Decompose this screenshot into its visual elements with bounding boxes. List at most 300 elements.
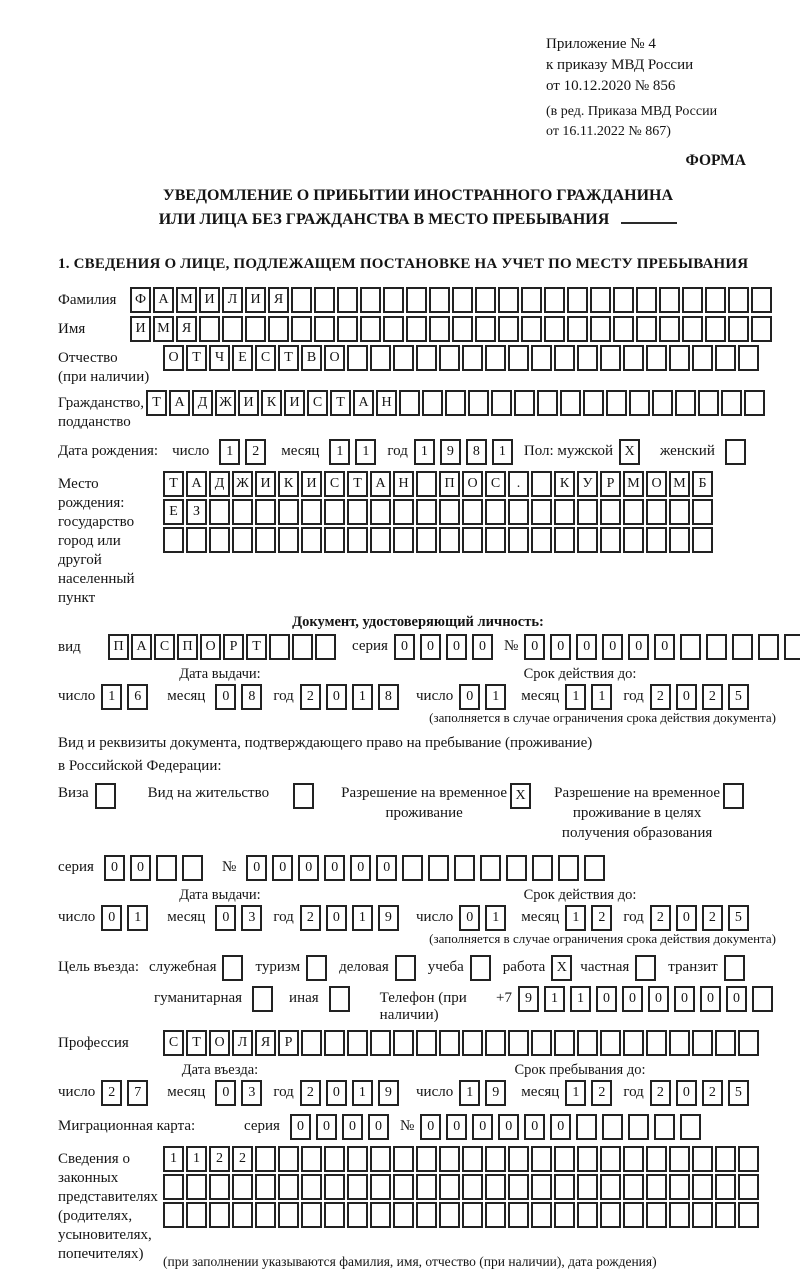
char-cell[interactable]: А xyxy=(131,634,152,660)
char-cell[interactable]: Н xyxy=(376,390,397,416)
char-cell[interactable] xyxy=(669,1030,690,1056)
char-cell[interactable]: 0 xyxy=(726,986,747,1012)
char-cell[interactable]: 2 xyxy=(650,684,671,710)
char-cell[interactable] xyxy=(669,499,690,525)
char-cell[interactable]: 9 xyxy=(378,1080,399,1106)
char-cell[interactable] xyxy=(544,287,565,313)
char-cell[interactable]: И xyxy=(130,316,151,342)
residence-series-cells[interactable] xyxy=(104,855,208,881)
char-cell[interactable] xyxy=(532,855,553,881)
char-cell[interactable]: 0 xyxy=(272,855,293,881)
char-cell[interactable]: А xyxy=(169,390,190,416)
char-cell[interactable] xyxy=(659,316,680,342)
char-cell[interactable]: 2 xyxy=(591,905,612,931)
char-cell[interactable] xyxy=(600,1146,621,1172)
char-cell[interactable] xyxy=(439,1030,460,1056)
char-cell[interactable] xyxy=(416,499,437,525)
purpose-tourism-checkbox[interactable] xyxy=(306,955,329,981)
char-cell[interactable] xyxy=(439,1146,460,1172)
char-cell[interactable]: 0 xyxy=(298,855,319,881)
char-cell[interactable] xyxy=(705,316,726,342)
char-cell[interactable] xyxy=(577,499,598,525)
migration-series-cells[interactable] xyxy=(290,1114,394,1140)
char-cell[interactable]: 2 xyxy=(650,1080,671,1106)
char-cell[interactable] xyxy=(498,287,519,313)
char-cell[interactable]: Д xyxy=(192,390,213,416)
char-cell[interactable] xyxy=(324,1174,345,1200)
char-cell[interactable] xyxy=(554,1202,575,1228)
char-cell[interactable] xyxy=(531,1202,552,1228)
char-cell[interactable] xyxy=(554,1146,575,1172)
purpose-business-checkbox[interactable] xyxy=(395,955,418,981)
char-cell[interactable] xyxy=(600,1202,621,1228)
char-cell[interactable] xyxy=(324,1146,345,1172)
char-cell[interactable] xyxy=(554,527,575,553)
char-cell[interactable] xyxy=(232,527,253,553)
char-cell[interactable] xyxy=(751,316,772,342)
char-cell[interactable] xyxy=(558,855,579,881)
char-cell[interactable] xyxy=(590,287,611,313)
char-cell[interactable] xyxy=(416,1174,437,1200)
char-cell[interactable] xyxy=(406,287,427,313)
char-cell[interactable] xyxy=(462,1174,483,1200)
char-cell[interactable]: А xyxy=(370,471,391,497)
char-cell[interactable]: 2 xyxy=(702,905,723,931)
char-cell[interactable]: Л xyxy=(222,287,243,313)
char-cell[interactable]: 1 xyxy=(219,439,240,465)
residence-valid-year-cells[interactable] xyxy=(650,905,754,931)
char-cell[interactable]: И xyxy=(199,287,220,313)
char-cell[interactable] xyxy=(439,527,460,553)
char-cell[interactable] xyxy=(583,390,604,416)
char-cell[interactable]: 0 xyxy=(420,634,441,660)
char-cell[interactable] xyxy=(784,634,800,660)
char-cell[interactable] xyxy=(163,527,184,553)
name-cells[interactable] xyxy=(130,316,774,342)
char-cell[interactable] xyxy=(291,287,312,313)
char-cell[interactable]: Т xyxy=(330,390,351,416)
char-cell[interactable]: 0 xyxy=(459,684,480,710)
char-cell[interactable] xyxy=(728,287,749,313)
char-cell[interactable]: 0 xyxy=(104,855,125,881)
char-cell[interactable]: 0 xyxy=(326,1080,347,1106)
char-cell[interactable] xyxy=(738,1030,759,1056)
char-cell[interactable] xyxy=(623,527,644,553)
stay-day-cells[interactable] xyxy=(459,1080,511,1106)
char-cell[interactable]: Т xyxy=(163,471,184,497)
char-cell[interactable] xyxy=(692,1146,713,1172)
char-cell[interactable]: 2 xyxy=(702,1080,723,1106)
char-cell[interactable]: 1 xyxy=(485,905,506,931)
char-cell[interactable] xyxy=(347,527,368,553)
char-cell[interactable] xyxy=(636,287,657,313)
char-cell[interactable]: Т xyxy=(186,1030,207,1056)
char-cell[interactable] xyxy=(669,1146,690,1172)
char-cell[interactable]: 3 xyxy=(241,905,262,931)
char-cell[interactable] xyxy=(751,287,772,313)
representatives-cells-row2[interactable] xyxy=(163,1174,761,1200)
char-cell[interactable]: Я xyxy=(268,287,289,313)
char-cell[interactable] xyxy=(758,634,779,660)
char-cell[interactable]: 0 xyxy=(700,986,721,1012)
char-cell[interactable] xyxy=(577,1202,598,1228)
char-cell[interactable]: 0 xyxy=(246,855,267,881)
char-cell[interactable] xyxy=(399,390,420,416)
char-cell[interactable]: 1 xyxy=(591,684,612,710)
char-cell[interactable]: 1 xyxy=(570,986,591,1012)
purpose-work-checkbox[interactable] xyxy=(551,955,574,981)
char-cell[interactable] xyxy=(646,527,667,553)
char-cell[interactable] xyxy=(600,499,621,525)
char-cell[interactable]: М xyxy=(669,471,690,497)
char-cell[interactable] xyxy=(485,499,506,525)
char-cell[interactable] xyxy=(439,499,460,525)
char-cell[interactable]: X xyxy=(619,439,640,465)
char-cell[interactable]: 0 xyxy=(674,986,695,1012)
char-cell[interactable] xyxy=(222,316,243,342)
char-cell[interactable] xyxy=(732,634,753,660)
identity-issue-day-cells[interactable] xyxy=(101,684,153,710)
char-cell[interactable] xyxy=(485,1146,506,1172)
char-cell[interactable] xyxy=(416,527,437,553)
char-cell[interactable] xyxy=(445,390,466,416)
char-cell[interactable] xyxy=(452,287,473,313)
char-cell[interactable] xyxy=(347,1174,368,1200)
char-cell[interactable] xyxy=(738,1174,759,1200)
char-cell[interactable] xyxy=(416,345,437,371)
char-cell[interactable] xyxy=(629,390,650,416)
representatives-cells-row3[interactable] xyxy=(163,1202,761,1228)
char-cell[interactable]: Я xyxy=(176,316,197,342)
char-cell[interactable]: 0 xyxy=(648,986,669,1012)
char-cell[interactable] xyxy=(646,499,667,525)
char-cell[interactable] xyxy=(725,439,746,465)
char-cell[interactable] xyxy=(462,1146,483,1172)
purpose-study-checkbox[interactable] xyxy=(470,955,493,981)
char-cell[interactable]: В xyxy=(301,345,322,371)
char-cell[interactable] xyxy=(416,471,437,497)
char-cell[interactable] xyxy=(255,527,276,553)
char-cell[interactable]: Н xyxy=(393,471,414,497)
char-cell[interactable] xyxy=(554,499,575,525)
char-cell[interactable] xyxy=(508,1030,529,1056)
char-cell[interactable]: 0 xyxy=(324,855,345,881)
char-cell[interactable] xyxy=(278,1202,299,1228)
char-cell[interactable] xyxy=(468,390,489,416)
char-cell[interactable] xyxy=(393,345,414,371)
char-cell[interactable]: К xyxy=(278,471,299,497)
char-cell[interactable] xyxy=(508,1174,529,1200)
residence-valid-month-cells[interactable] xyxy=(565,905,617,931)
char-cell[interactable]: 1 xyxy=(329,439,350,465)
char-cell[interactable] xyxy=(728,316,749,342)
entry-day-cells[interactable] xyxy=(101,1080,153,1106)
char-cell[interactable]: У xyxy=(577,471,598,497)
sex-female-checkbox[interactable] xyxy=(725,439,748,465)
char-cell[interactable]: 0 xyxy=(446,634,467,660)
temp-residence-education-checkbox[interactable] xyxy=(723,783,746,809)
char-cell[interactable]: 0 xyxy=(596,986,617,1012)
doc-kind-cells[interactable] xyxy=(108,634,338,660)
char-cell[interactable] xyxy=(680,1114,701,1140)
char-cell[interactable] xyxy=(402,855,423,881)
doc-number-cells[interactable] xyxy=(524,634,800,660)
char-cell[interactable] xyxy=(600,1174,621,1200)
char-cell[interactable]: 0 xyxy=(130,855,151,881)
char-cell[interactable]: 0 xyxy=(628,634,649,660)
char-cell[interactable] xyxy=(705,287,726,313)
char-cell[interactable] xyxy=(600,1030,621,1056)
char-cell[interactable] xyxy=(324,1202,345,1228)
char-cell[interactable] xyxy=(439,1202,460,1228)
char-cell[interactable] xyxy=(623,1030,644,1056)
char-cell[interactable]: 0 xyxy=(524,634,545,660)
char-cell[interactable] xyxy=(370,345,391,371)
char-cell[interactable] xyxy=(347,499,368,525)
char-cell[interactable] xyxy=(278,1174,299,1200)
char-cell[interactable]: 1 xyxy=(352,905,373,931)
char-cell[interactable]: Ж xyxy=(215,390,236,416)
char-cell[interactable] xyxy=(567,287,588,313)
char-cell[interactable]: 2 xyxy=(300,684,321,710)
char-cell[interactable] xyxy=(337,287,358,313)
char-cell[interactable] xyxy=(255,499,276,525)
char-cell[interactable] xyxy=(715,1202,736,1228)
identity-valid-month-cells[interactable] xyxy=(565,684,617,710)
char-cell[interactable] xyxy=(692,345,713,371)
char-cell[interactable] xyxy=(577,1146,598,1172)
char-cell[interactable] xyxy=(439,345,460,371)
doc-series-cells[interactable] xyxy=(394,634,498,660)
char-cell[interactable]: О xyxy=(646,471,667,497)
char-cell[interactable] xyxy=(744,390,765,416)
char-cell[interactable] xyxy=(301,499,322,525)
char-cell[interactable] xyxy=(475,287,496,313)
char-cell[interactable] xyxy=(692,499,713,525)
char-cell[interactable]: Е xyxy=(232,345,253,371)
char-cell[interactable] xyxy=(347,1146,368,1172)
char-cell[interactable] xyxy=(636,316,657,342)
char-cell[interactable] xyxy=(485,527,506,553)
char-cell[interactable]: Т xyxy=(246,634,267,660)
char-cell[interactable] xyxy=(698,390,719,416)
char-cell[interactable] xyxy=(416,1146,437,1172)
char-cell[interactable] xyxy=(554,345,575,371)
char-cell[interactable] xyxy=(723,783,744,809)
char-cell[interactable] xyxy=(577,1030,598,1056)
char-cell[interactable]: Р xyxy=(600,471,621,497)
residence-number-cells[interactable] xyxy=(246,855,610,881)
char-cell[interactable]: 0 xyxy=(394,634,415,660)
char-cell[interactable] xyxy=(393,499,414,525)
char-cell[interactable] xyxy=(383,287,404,313)
char-cell[interactable] xyxy=(337,316,358,342)
char-cell[interactable]: К xyxy=(554,471,575,497)
char-cell[interactable] xyxy=(567,316,588,342)
char-cell[interactable]: 0 xyxy=(459,905,480,931)
char-cell[interactable] xyxy=(462,499,483,525)
char-cell[interactable]: И xyxy=(301,471,322,497)
char-cell[interactable] xyxy=(514,390,535,416)
char-cell[interactable] xyxy=(577,345,598,371)
char-cell[interactable]: 9 xyxy=(440,439,461,465)
char-cell[interactable] xyxy=(395,955,416,981)
char-cell[interactable] xyxy=(209,527,230,553)
char-cell[interactable] xyxy=(576,1114,597,1140)
char-cell[interactable] xyxy=(255,1146,276,1172)
char-cell[interactable]: 8 xyxy=(378,684,399,710)
char-cell[interactable]: М xyxy=(623,471,644,497)
char-cell[interactable]: 0 xyxy=(376,855,397,881)
char-cell[interactable] xyxy=(406,316,427,342)
char-cell[interactable]: 2 xyxy=(232,1146,253,1172)
char-cell[interactable] xyxy=(301,1146,322,1172)
stay-month-cells[interactable] xyxy=(565,1080,617,1106)
char-cell[interactable]: Д xyxy=(209,471,230,497)
char-cell[interactable] xyxy=(724,955,745,981)
char-cell[interactable] xyxy=(360,316,381,342)
char-cell[interactable]: 2 xyxy=(702,684,723,710)
char-cell[interactable] xyxy=(370,1202,391,1228)
char-cell[interactable] xyxy=(222,955,243,981)
char-cell[interactable] xyxy=(531,527,552,553)
char-cell[interactable] xyxy=(462,527,483,553)
char-cell[interactable]: 0 xyxy=(446,1114,467,1140)
char-cell[interactable] xyxy=(370,1146,391,1172)
char-cell[interactable] xyxy=(462,1202,483,1228)
char-cell[interactable] xyxy=(531,1146,552,1172)
char-cell[interactable] xyxy=(393,527,414,553)
char-cell[interactable] xyxy=(659,287,680,313)
char-cell[interactable]: 1 xyxy=(352,1080,373,1106)
char-cell[interactable]: 1 xyxy=(414,439,435,465)
char-cell[interactable] xyxy=(470,955,491,981)
birth-place-cells-row2[interactable] xyxy=(163,499,715,525)
char-cell[interactable] xyxy=(393,1030,414,1056)
char-cell[interactable] xyxy=(245,316,266,342)
char-cell[interactable] xyxy=(721,390,742,416)
char-cell[interactable] xyxy=(646,1146,667,1172)
char-cell[interactable]: 6 xyxy=(127,684,148,710)
char-cell[interactable] xyxy=(269,634,290,660)
char-cell[interactable] xyxy=(393,1202,414,1228)
char-cell[interactable] xyxy=(669,1202,690,1228)
char-cell[interactable] xyxy=(278,499,299,525)
char-cell[interactable]: 2 xyxy=(650,905,671,931)
char-cell[interactable]: О xyxy=(462,471,483,497)
char-cell[interactable] xyxy=(324,499,345,525)
char-cell[interactable] xyxy=(393,1146,414,1172)
char-cell[interactable] xyxy=(232,1202,253,1228)
char-cell[interactable] xyxy=(531,499,552,525)
char-cell[interactable] xyxy=(324,527,345,553)
char-cell[interactable]: О xyxy=(209,1030,230,1056)
char-cell[interactable]: 1 xyxy=(186,1146,207,1172)
char-cell[interactable]: С xyxy=(324,471,345,497)
char-cell[interactable] xyxy=(669,1174,690,1200)
char-cell[interactable] xyxy=(452,316,473,342)
char-cell[interactable] xyxy=(491,390,512,416)
char-cell[interactable] xyxy=(623,1146,644,1172)
char-cell[interactable] xyxy=(715,1030,736,1056)
char-cell[interactable]: 1 xyxy=(565,684,586,710)
char-cell[interactable] xyxy=(347,1030,368,1056)
char-cell[interactable]: О xyxy=(163,345,184,371)
char-cell[interactable]: 0 xyxy=(622,986,643,1012)
char-cell[interactable]: Е xyxy=(163,499,184,525)
char-cell[interactable]: 0 xyxy=(316,1114,337,1140)
char-cell[interactable] xyxy=(360,287,381,313)
char-cell[interactable] xyxy=(232,499,253,525)
char-cell[interactable] xyxy=(531,1030,552,1056)
char-cell[interactable]: 2 xyxy=(300,1080,321,1106)
char-cell[interactable]: К xyxy=(261,390,282,416)
char-cell[interactable]: 1 xyxy=(565,1080,586,1106)
char-cell[interactable]: 0 xyxy=(576,634,597,660)
char-cell[interactable]: 0 xyxy=(326,684,347,710)
char-cell[interactable] xyxy=(480,855,501,881)
char-cell[interactable] xyxy=(383,316,404,342)
purpose-transit-checkbox[interactable] xyxy=(724,955,747,981)
char-cell[interactable] xyxy=(429,287,450,313)
char-cell[interactable] xyxy=(715,345,736,371)
char-cell[interactable] xyxy=(646,1202,667,1228)
char-cell[interactable] xyxy=(692,527,713,553)
char-cell[interactable] xyxy=(602,1114,623,1140)
char-cell[interactable] xyxy=(531,1174,552,1200)
char-cell[interactable] xyxy=(584,855,605,881)
char-cell[interactable] xyxy=(454,855,475,881)
char-cell[interactable]: 0 xyxy=(350,855,371,881)
char-cell[interactable]: 9 xyxy=(485,1080,506,1106)
char-cell[interactable]: 0 xyxy=(676,1080,697,1106)
char-cell[interactable]: 1 xyxy=(565,905,586,931)
char-cell[interactable]: 9 xyxy=(378,905,399,931)
char-cell[interactable]: 2 xyxy=(591,1080,612,1106)
char-cell[interactable] xyxy=(738,345,759,371)
char-cell[interactable] xyxy=(508,1146,529,1172)
char-cell[interactable]: 0 xyxy=(342,1114,363,1140)
char-cell[interactable]: И xyxy=(245,287,266,313)
char-cell[interactable] xyxy=(301,1030,322,1056)
char-cell[interactable]: 1 xyxy=(492,439,513,465)
char-cell[interactable] xyxy=(428,855,449,881)
char-cell[interactable]: 0 xyxy=(676,684,697,710)
identity-valid-day-cells[interactable] xyxy=(459,684,511,710)
char-cell[interactable] xyxy=(508,499,529,525)
char-cell[interactable]: Р xyxy=(278,1030,299,1056)
char-cell[interactable] xyxy=(278,527,299,553)
char-cell[interactable] xyxy=(506,855,527,881)
visa-checkbox[interactable] xyxy=(95,783,118,809)
char-cell[interactable]: А xyxy=(153,287,174,313)
char-cell[interactable]: 1 xyxy=(352,684,373,710)
char-cell[interactable]: 5 xyxy=(728,905,749,931)
birth-place-cells-row3[interactable] xyxy=(163,527,715,553)
char-cell[interactable] xyxy=(255,1174,276,1200)
temp-residence-checkbox[interactable] xyxy=(510,783,533,809)
char-cell[interactable] xyxy=(646,1030,667,1056)
char-cell[interactable] xyxy=(291,316,312,342)
char-cell[interactable]: Т xyxy=(278,345,299,371)
char-cell[interactable]: 8 xyxy=(241,684,262,710)
char-cell[interactable]: 0 xyxy=(215,905,236,931)
char-cell[interactable] xyxy=(439,1174,460,1200)
char-cell[interactable] xyxy=(692,1030,713,1056)
char-cell[interactable]: С xyxy=(255,345,276,371)
char-cell[interactable] xyxy=(669,527,690,553)
char-cell[interactable] xyxy=(95,783,116,809)
